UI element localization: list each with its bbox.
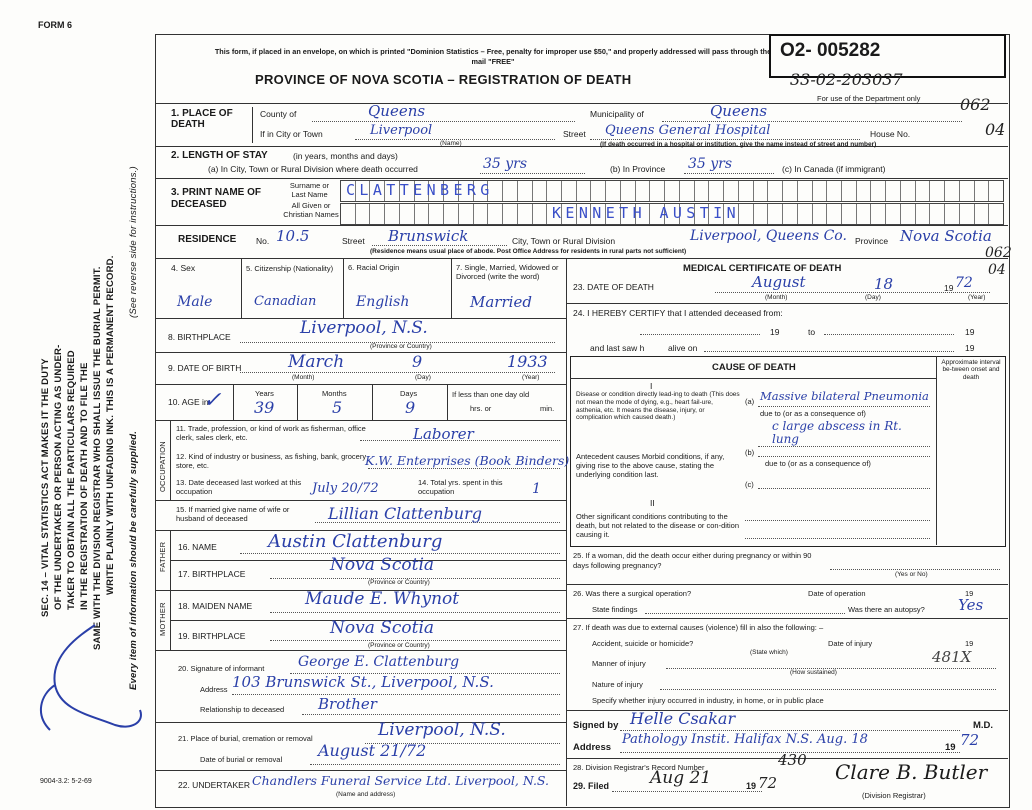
certify-year-2: 19 xyxy=(965,327,975,337)
stay-b-label: (b) In Province xyxy=(610,164,666,174)
filed-line xyxy=(612,791,762,792)
stay-a-label: (a) In City, Town or Rural Division where death occurred xyxy=(208,164,418,174)
q12-label: 12. Kind of industry or business, as fishing, bank, grocery store, etc. xyxy=(176,452,367,471)
q14-value: 1 xyxy=(532,481,541,497)
residence-note: (Residence means usual place of abode. Post Office Address for residents in rural parts not sufficient) xyxy=(370,248,687,255)
divider xyxy=(155,770,566,771)
due-to-a-label: due to (or as a consequence of) xyxy=(760,409,866,418)
q26-label: 26. Was there a surgical operation? xyxy=(573,589,692,598)
operation-date-label: Date of operation xyxy=(808,589,866,598)
hospital-note: (If death occurred in a hospital or institution, give the name instead of street and number) xyxy=(600,141,877,148)
findings-line xyxy=(645,613,845,614)
dob-month-caption: (Month) xyxy=(292,374,315,381)
q13-value: July 20/72 xyxy=(312,481,379,496)
registrar-signature: Clare B. Butler xyxy=(835,760,988,784)
racial-origin-label: 6. Racial Origin xyxy=(348,263,400,272)
relationship-value: Brother xyxy=(318,695,377,713)
last-saw-label: and last saw h xyxy=(590,343,645,353)
accident-label: Accident, suicide or homicide? xyxy=(592,639,694,648)
due-to-b-label: due to (or as a consequence of) xyxy=(765,459,871,468)
divider xyxy=(566,618,1008,619)
mother-side-label: MOTHER xyxy=(158,602,167,636)
stay-b-value: 35 yrs xyxy=(688,156,733,172)
minutes-label: min. xyxy=(540,404,555,413)
filed-label: 29. Filed xyxy=(573,781,610,791)
certify-line-1 xyxy=(640,334,760,335)
q15-value: Lillian Clattenburg xyxy=(328,504,482,523)
divider xyxy=(155,384,566,385)
filed-date: Aug 21 xyxy=(650,768,712,788)
cell-divider xyxy=(451,258,452,318)
cell-divider xyxy=(241,258,242,318)
physician-year: 72 xyxy=(960,731,980,749)
residence-street-line xyxy=(372,245,507,246)
given-names-value: KENNETH AUSTIN xyxy=(552,204,741,222)
father-name-line xyxy=(240,553,560,554)
age-months-label: Months xyxy=(322,389,347,398)
margin-instruction-1: SEC. 14 – VITAL STATISTICS ACT MAKES IT THE DUTY xyxy=(40,358,51,617)
death-year-prefix: 19 xyxy=(944,283,954,293)
stay-c-label: (c) In Canada (if immigrant) xyxy=(782,164,886,174)
citizenship-label: 5. Citizenship (Nationality) xyxy=(246,264,334,273)
father-name-value: Austin Clattenburg xyxy=(268,531,443,552)
dob-day: 9 xyxy=(412,352,423,371)
death-day-caption: (Day) xyxy=(865,294,881,301)
undertaker-caption: (Name and address) xyxy=(336,791,396,798)
burial-date-line xyxy=(310,764,560,765)
dob-label: 9. DATE OF BIRTH xyxy=(168,363,242,373)
divider xyxy=(155,650,566,651)
undertaker-label: 22. UNDERTAKER xyxy=(178,780,250,790)
injury-date-label: Date of injury xyxy=(828,639,873,648)
margin-instruction-2: OF THE UNDERTAKER OR PERSON ACTING AS UNDER- xyxy=(53,344,64,610)
divider xyxy=(155,103,1008,104)
cause-b-line xyxy=(758,456,930,457)
death-corner-code: 04 xyxy=(988,262,1006,278)
cell-divider xyxy=(372,384,373,420)
mother-caption: (Province or Country) xyxy=(368,642,430,649)
divider xyxy=(155,352,566,353)
residence-province: Nova Scotia xyxy=(900,227,992,245)
occupation-side-label: OCCUPATION xyxy=(158,441,167,492)
injury-year-prefix: 19 xyxy=(965,639,974,648)
residence-division-label: City, Town or Rural Division xyxy=(512,236,616,246)
interval-label: Approximate interval be-tween onset and death xyxy=(941,359,1001,381)
cause-a-line xyxy=(758,406,930,407)
death-year-caption: (Year) xyxy=(968,294,986,301)
date-of-death-label: 23. DATE OF DEATH xyxy=(573,282,654,292)
under-day-label: If less than one day old xyxy=(452,390,530,399)
q27-label: 27. If death was due to external causes (violence) fill in also the following: – xyxy=(573,623,824,632)
age-months: 5 xyxy=(332,398,343,417)
date-of-death-line xyxy=(715,292,990,293)
form-code: 9004-3.2: 5-2-69 xyxy=(40,778,92,785)
q25-line xyxy=(830,569,1000,570)
cause-c-line xyxy=(758,488,930,489)
stay-b-line xyxy=(684,173,774,174)
mother-birthplace-value: Nova Scotia xyxy=(330,618,435,638)
marital-status-label: 7. Single, Married, Widowed or Divorced (write the word) xyxy=(456,263,559,281)
operation-year-prefix: 19 xyxy=(965,589,974,598)
surname-label: Surname or Last Name xyxy=(289,181,330,199)
department-use-caption: For use of the Department only xyxy=(817,94,921,103)
divider xyxy=(155,178,1008,179)
registration-number: O2- 005282 xyxy=(780,40,881,61)
county-line xyxy=(312,121,575,122)
death-month-caption: (Month) xyxy=(765,294,788,301)
form-label: FORM 6 xyxy=(38,20,73,30)
father-name-label: 16. NAME xyxy=(178,542,217,552)
death-month: August xyxy=(752,273,806,291)
mail-notice: This form, if placed in an envelope, on which is printed "Dominion Statistics – Free, penalty for improper use $50," and properly addressed will pass through the mail "FREE" xyxy=(214,47,772,66)
medical-certificate-heading: MEDICAL CERTIFICATE OF DEATH xyxy=(683,263,842,274)
state-which-caption: (State which) xyxy=(750,649,788,656)
given-names-label: All Given or Christian Names xyxy=(283,201,339,219)
divider xyxy=(566,584,1008,585)
burial-place-label: 21. Place of burial, cremation or removal xyxy=(178,734,313,743)
dob-year-caption: (Year) xyxy=(522,374,540,381)
burial-date: August 21/72 xyxy=(318,741,427,760)
other-line-1 xyxy=(745,520,930,521)
alive-on-year: 19 xyxy=(965,343,975,353)
residence-no-label: No. xyxy=(256,236,270,246)
municipality-label: Municipality of xyxy=(590,109,644,119)
city-label: If in City or Town xyxy=(260,129,323,139)
filed-year-prefix: 19 xyxy=(746,781,757,791)
reverse-side-note: (See reverse side for instructions.) xyxy=(128,166,139,318)
divider xyxy=(155,420,566,421)
hours-label: hrs. or xyxy=(470,404,492,413)
divider xyxy=(566,303,1008,304)
undertaker-value: Chandlers Funeral Service Ltd. Liverpool, N.S. xyxy=(252,773,550,788)
mother-name-line xyxy=(270,612,560,613)
due-to-a-line xyxy=(758,446,930,447)
manner-label: Manner of injury xyxy=(592,659,646,668)
bracket xyxy=(252,107,253,143)
other-line-2 xyxy=(745,538,930,539)
burial-place: Liverpool, N.S. xyxy=(378,720,506,740)
house-label: House No. xyxy=(870,129,911,139)
father-birthplace-value: Nova Scotia xyxy=(330,555,435,575)
physician-signature: Helle Csakar xyxy=(630,709,736,728)
residence-label: RESIDENCE xyxy=(178,234,237,245)
informant-address-line xyxy=(232,694,560,695)
mother-birthplace-line xyxy=(270,640,560,641)
marital-status-value: Married xyxy=(470,293,532,311)
cause-c-prefix: (c) xyxy=(745,480,754,489)
certify-to: to xyxy=(808,327,816,337)
age-check-mark: ✓ xyxy=(203,388,222,413)
other-conditions-label: Other significant conditions contributing to the death, but not related to the disease or con-dition causing it. xyxy=(576,512,740,539)
stay-a-value: 35 yrs xyxy=(483,156,528,172)
physician-year-prefix: 19 xyxy=(945,742,956,753)
name-caption: (Name) xyxy=(440,140,462,147)
surname-value: CLATTENBERG xyxy=(346,181,494,199)
informant-address-label: Address xyxy=(200,685,228,694)
death-day: 18 xyxy=(874,275,894,293)
findings-label: State findings xyxy=(592,605,638,614)
q11-label: 11. Trade, profession, or kind of work as fisherman, office clerk, sales clerk, etc. xyxy=(176,424,366,443)
margin-instruction-5: SAME WITH THE DIVISION REGISTRAR WHO SHALL ISSUE THE BURIAL PERMIT. xyxy=(92,266,103,650)
cell-divider xyxy=(170,420,171,500)
autopsy-value: Yes xyxy=(958,596,984,614)
divider xyxy=(155,500,566,501)
birthplace-caption: (Province or Country) xyxy=(370,343,432,350)
q14-label: 14. Total yrs. spent in this occupation xyxy=(418,478,503,497)
certify-line-2 xyxy=(824,334,954,335)
registrar-caption: (Division Registrar) xyxy=(862,791,926,800)
signed-by-label: Signed by xyxy=(573,720,619,731)
age-years: 39 xyxy=(254,398,275,417)
divider xyxy=(155,258,1008,259)
cause-a-value: Massive bilateral Pneumonia xyxy=(760,389,929,403)
nature-label: Nature of injury xyxy=(592,680,643,689)
due-to-a-value: c large abscess in Rt. lung xyxy=(772,419,902,447)
margin-instruction-4: IN THE REGISTRATION OF DEATH AND TO FILE THE xyxy=(79,362,90,610)
physician-address-label: Address xyxy=(573,742,612,753)
mother-name-value: Maude E. Whynot xyxy=(305,589,460,609)
age-days-label: Days xyxy=(400,389,418,398)
death-year: 72 xyxy=(955,275,973,291)
divider xyxy=(155,146,1008,147)
manner-value: 481X xyxy=(932,648,972,666)
part-one-label: I xyxy=(650,381,653,391)
relationship-label: Relationship to deceased xyxy=(200,705,285,714)
physician-address: Pathology Instit. Halifax N.S. Aug. 18 xyxy=(622,732,868,747)
dob-day-caption: (Day) xyxy=(415,374,431,381)
record-number: 430 xyxy=(778,751,807,769)
cause-a-prefix: (a) xyxy=(745,397,755,406)
racial-origin-value: English xyxy=(356,294,410,310)
record-number-label: 28. Division Registrar's Record Number xyxy=(573,763,705,772)
autopsy-label: Was there an autopsy? xyxy=(848,605,925,614)
certify-year-1: 19 xyxy=(770,327,780,337)
residence-no: 10.5 xyxy=(276,227,310,245)
age-days: 9 xyxy=(405,398,416,417)
burial-date-label: Date of burial or removal xyxy=(200,755,283,764)
municipality-value: Queens xyxy=(710,102,768,120)
q12-line xyxy=(368,468,560,469)
pen-stroke xyxy=(20,615,160,745)
house-value: 04 xyxy=(985,120,1006,139)
divider xyxy=(155,225,1008,226)
cell-divider xyxy=(936,356,937,545)
length-of-stay-label: 2. LENGTH OF STAY xyxy=(171,150,268,161)
immediate-cause-label: Disease or condition directly lead-ing to death (This does not mean the mode of dying, e.g., heart fail-ure, asthenia, etc. It means the disease, injury, or complication which caused death.) xyxy=(576,391,740,422)
cell-divider xyxy=(297,384,298,420)
form-title: PROVINCE OF NOVA SCOTIA – REGISTRATION OF DEATH xyxy=(255,72,632,87)
md-label: M.D. xyxy=(973,720,994,731)
birthplace-value: Liverpool, N.S. xyxy=(300,318,428,338)
cause-b-prefix: (b) xyxy=(745,448,755,457)
part-two-label: II xyxy=(650,498,655,508)
sex-value: Male xyxy=(177,294,213,310)
municipality-line xyxy=(662,121,962,122)
registration-number-handwritten: 33-02-203037 xyxy=(790,70,903,89)
margin-instruction-3: TAKER TO OBTAIN ALL THE PARTICULARS REQUIRED xyxy=(66,350,77,610)
father-caption: (Province or Country) xyxy=(368,579,430,586)
yes-no-caption: (Yes or No) xyxy=(895,571,928,578)
q11-value: Laborer xyxy=(413,425,474,443)
department-code: 062 xyxy=(960,95,991,114)
birthplace-label: 8. BIRTHPLACE xyxy=(168,332,231,342)
sex-label: 4. Sex xyxy=(171,263,196,273)
mother-name-label: 18. MAIDEN NAME xyxy=(178,601,253,611)
informant-signature: George E. Clattenburg xyxy=(298,654,460,670)
age-years-label: Years xyxy=(255,389,274,398)
street-line xyxy=(590,139,860,140)
age-label: 10. AGE in xyxy=(168,397,209,407)
residence-province-label: Province xyxy=(855,236,889,246)
residence-street: Brunswick xyxy=(388,227,469,245)
stay-a-line xyxy=(480,173,585,174)
divider xyxy=(570,378,936,379)
relationship-line xyxy=(302,714,560,715)
antecedent-label: Antecedent causes Morbid conditions, if any, giving rise to the above cause, stating the underlying condition last. xyxy=(576,452,725,479)
residence-street-label: Street xyxy=(342,236,365,246)
informant-address: 103 Brunswick St., Liverpool, N.S. xyxy=(232,673,494,691)
careful-note: Every item of information should be carefully supplied. xyxy=(128,430,139,690)
column-divider xyxy=(566,258,567,806)
cell-divider xyxy=(343,258,344,318)
place-of-death-label: 1. PLACE OF DEATH xyxy=(171,108,233,130)
cell-divider xyxy=(233,384,234,420)
cell-divider xyxy=(447,384,448,420)
alive-on-line xyxy=(704,351,954,352)
informant-signature-label: 20. Signature of informant xyxy=(178,664,265,673)
cause-of-death-heading: CAUSE OF DEATH xyxy=(712,362,796,373)
dob-month: March xyxy=(288,352,345,372)
print-name-label: 3. PRINT NAME OF DECEASED xyxy=(171,187,262,210)
county-label: County of xyxy=(260,109,297,119)
q25-label: 25. If a woman, did the death occur either during pregnancy or within 90 days following pregnancy? xyxy=(573,551,812,571)
q13-label: 13. Date deceased last worked at this occupation xyxy=(176,478,302,497)
how-sustained-caption: (How sustained) xyxy=(790,669,837,676)
nature-line xyxy=(660,689,996,690)
father-side-label: FATHER xyxy=(158,541,167,572)
alive-on-label: alive on xyxy=(668,343,698,353)
margin-instruction-6: WRITE PLAINLY WITH UNFADING INK. THIS IS A PERMANENT RECORD. xyxy=(105,255,116,595)
residence-code: 062 xyxy=(985,245,1012,261)
specify-label: Specify whether injury occurred in industry, in home, or in public place xyxy=(592,696,824,705)
mother-birthplace-label: 19. BIRTHPLACE xyxy=(178,631,246,641)
citizenship-value: Canadian xyxy=(254,294,317,309)
county-value: Queens xyxy=(368,102,426,120)
city-value: Liverpool xyxy=(370,123,433,138)
father-birthplace-label: 17. BIRTHPLACE xyxy=(178,569,246,579)
dob-line xyxy=(240,372,555,373)
certify-label: 24. I HEREBY CERTIFY that I attended deceased from: xyxy=(573,308,783,318)
street-value: Queens General Hospital xyxy=(605,123,771,138)
q12-value: K.W. Enterprises (Book Binders) xyxy=(365,453,570,468)
residence-division: Liverpool, Queens Co. xyxy=(690,228,847,244)
filed-year: 72 xyxy=(758,774,778,792)
street-label: Street xyxy=(563,129,586,139)
dob-year: 1933 xyxy=(507,352,548,371)
q15-label: 15. If married give name of wife or husband of deceased xyxy=(176,505,290,524)
length-of-stay-units: (in years, months and days) xyxy=(293,151,398,161)
signed-by-line xyxy=(620,730,960,731)
